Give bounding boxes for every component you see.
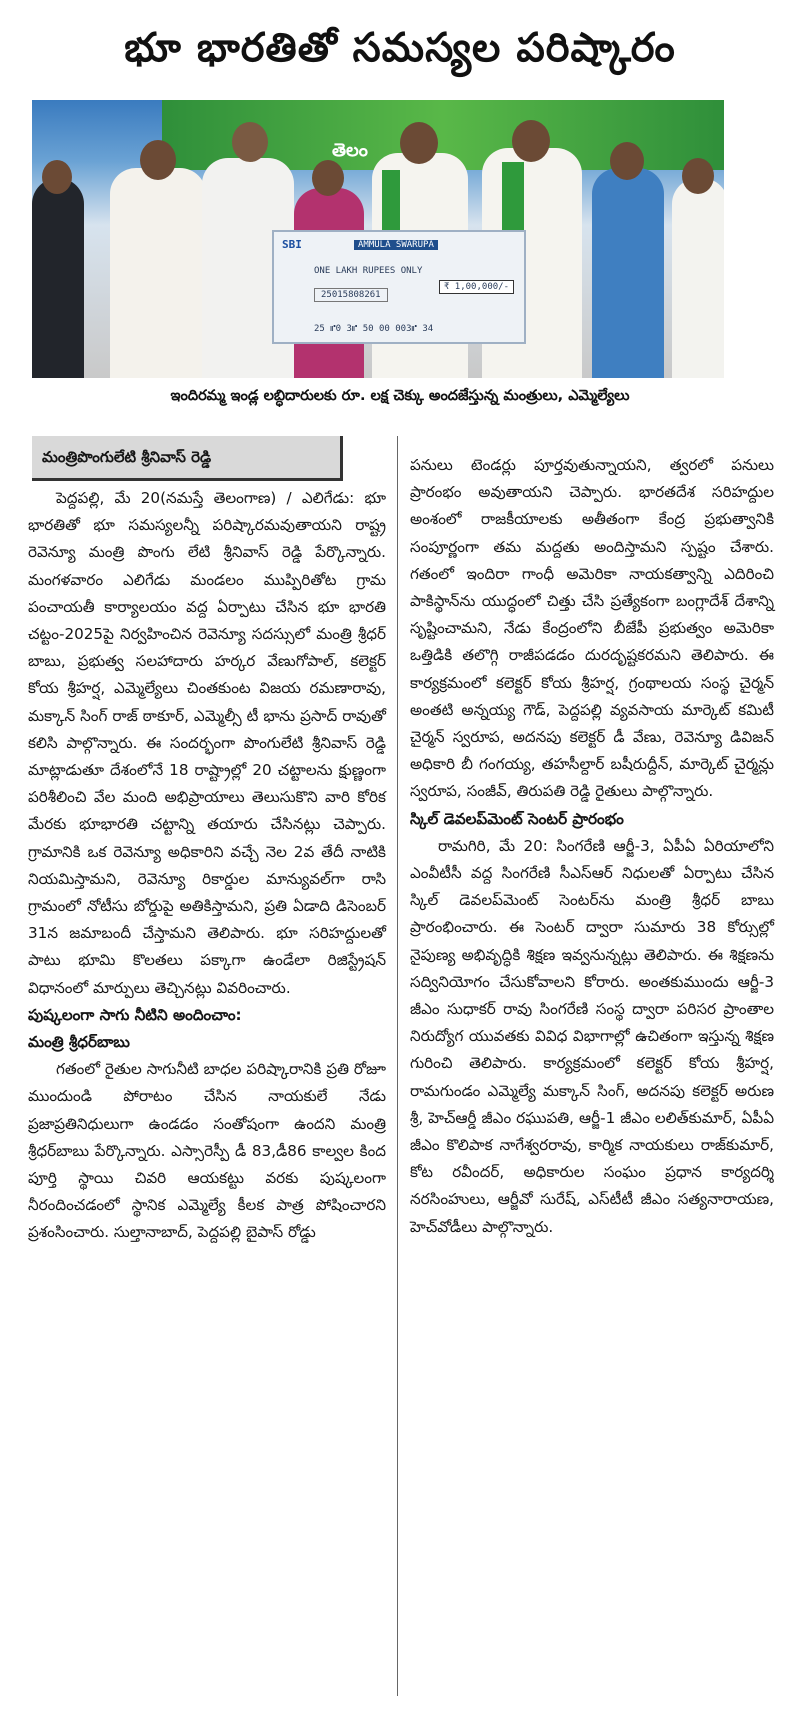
news-photo	[32, 100, 724, 378]
cheque-account: 25015808261	[314, 288, 388, 302]
person-head	[140, 140, 176, 180]
bank-logo: SBI	[282, 238, 302, 251]
person-head	[232, 122, 268, 162]
person-head	[610, 142, 644, 180]
column-divider	[397, 436, 398, 1696]
byline-box: మంత్రిపొంగులేటి శ్రీనివాస్ రెడ్డి	[32, 436, 343, 481]
person-silhouette	[32, 178, 84, 378]
right-column	[410, 452, 774, 1241]
paragraph: రామగిరి, మే 20: సింగరేణి ఆర్జీ-3, ఏపీఏ ఏరియాలోని ఎంవీటీసీ వద్ద సింగరేణి సీఎస్ఆర్ నిధులతో ఏర్పాటు చేసిన స్కిల్ డెవలప్‌మెంట్ సెంటర్‌ను మంత్రి శ్రీధర్ బాబు ప్రారంభించారు. ఈ సెంటర్ ద్వారా సుమారు 38 కోర్సుల్లో నైపుణ్య అభివృద్ధికి శిక్షణ ఇవ్వనున్నట్లు తెలిపారు. ఈ శిక్షణను సద్వినియోగం చేసుకోవాలని కోరారు. అంతకుముందు ఆర్జీ-3 జీఎం సుధాకర్ రావు సింగరేణి సంస్థ ద్వారా పరిసర ప్రాంతాల నిరుద్యోగ యువతకు వివిధ విభాగాల్లో ఉచితంగా ఇస్తున్న శిక్షణ గురించి తెలిపారు. కార్యక్రమంలో కలెక్టర్ కోయ శ్రీహర్ష, రామగుండం ఎమ్మెల్యే మక్కాన్ సింగ్, అదనపు కలెక్టర్ అరుణ శ్రీ, హెచ్ఆర్డీ జీఎం రఘుపతి, ఆర్జీ-1 జీఎం లలిత్‌కుమార్, ఏపీఏ జీఎం కొలిపాక నాగేశ్వరరావు, కార్మిక నాయకులు రాజ్‌కుమార్, కోట రవీందర్, అధికారుల సంఘం ప్రధాన కార్యదర్శి నరసింహులు, ఆర్జీవో సురేష్, ఎస్‌టీటీ జీఎం సత్యనారాయణ, హెచ్‌వోడీలు పాల్గొన్నారు.	[410, 836, 774, 1236]
cheque-amount-words: ONE LAKH RUPEES ONLY	[314, 266, 423, 276]
photo-caption: ఇందిరమ్మ ఇండ్ల లబ్ధిదారులకు రూ. లక్ష చెక్కు అందజేస్తున్న మంత్రులు, ఎమ్మెల్యేలు	[170, 388, 630, 404]
person-head	[312, 160, 344, 196]
left-column	[28, 436, 386, 1247]
cheque-amount: ₹ 1,00,000/-	[439, 280, 514, 294]
cheque-micr: 25 ⑈0 3⑈ 50 00 003⑈ 34	[314, 324, 434, 334]
person-head	[682, 158, 714, 194]
subheading: పుష్కలంగా సాగు నీటిని అందించాం:	[28, 1005, 242, 1024]
ceremonial-cheque	[272, 230, 526, 344]
headline: భూ భారతితో సమస్యల పరిష్కారం	[124, 25, 676, 71]
person-silhouette	[592, 168, 664, 378]
subheading: స్కిల్ డెవలప్‌మెంట్ సెంటర్ ప్రారంభం	[410, 809, 624, 828]
paragraph: పనులు టెండర్లు పూర్తవుతున్నాయని, త్వరలో పనులు ప్రారంభం అవుతాయని చెప్పారు. భారతదేశ సరిహద్దుల అంశంలో రాజకీయాలకు అతీతంగా కేంద్ర ప్రభుత్వానికి సంపూర్ణంగా తమ మద్దతు అందిస్తామని స్పష్టం చేశారు. గతంలో ఇందిరా గాంధీ అమెరికా నాయకత్వాన్ని ఎదిరించి పాకిస్థాన్‌ను యుద్ధంలో చిత్తు చేసి ప్రత్యేకంగా బంగ్లాదేశ్ దేశాన్ని సృష్టించామని, నేడు కేంద్రంలోని బీజేపీ ప్రభుత్వం అమెరికా ఒత్తిడికి తలొగ్గి రాజీపడడం దురదృష్టకరమని తెలిపారు. ఈ కార్యక్రమంలో కలెక్టర్ కోయ శ్రీహర్ష, గ్రంథాలయ సంస్థ చైర్మన్ అంతటి అన్నయ్య గౌడ్, పెద్దపల్లి వ్యవసాయ మార్కెట్ కమిటీ చైర్మన్ స్వరూప, అదనపు కలెక్టర్ డీ వేణు, రెవెన్యూ డివిజన్ అధికారి బీ గంగయ్య, తహసీల్దార్ బషీరుద్దీన్, మార్కెట్ చైర్మన్లు స్వరూప, సంజీవ్, తిరుపతి రెడ్డి రైతులు పాల్గొన్నారు.	[410, 456, 774, 801]
person-head	[42, 160, 72, 194]
person-silhouette	[672, 178, 724, 378]
banner-text: తెలం	[332, 140, 368, 161]
person-silhouette	[110, 168, 206, 378]
paragraph: పెద్దపల్లి, మే 20(నమస్తే తెలంగాణ) / ఎలిగేడు: భూ భారతితో భూ సమస్యలన్నీ పరిష్కారమవుతాయని రాష్ట్ర రెవెన్యూ మంత్రి పొంగు లేటి శ్రీనివాస్ రెడ్డి పేర్కొన్నారు. మంగళవారం ఎలిగేడు మండలం ముప్పిరితోట గ్రామ పంచాయతీ కార్యాలయం వద్ద ఏర్పాటు చేసిన భూ భారతి చట్టం-2025పై నిర్వహించిన రెవెన్యూ సదస్సులో మంత్రి శ్రీధర్ బాబు, ప్రభుత్వ సలహాదారు హర్కర వేణుగోపాల్, కలెక్టర్ కోయ శ్రీహర్ష, ఎమ్మెల్యేలు చింతకుంట విజయ రమణారావు, మక్కాన్ సింగ్ రాజ్ ఠాకూర్, ఎమ్మెల్సీ టీ భాను ప్రసాద్ రావుతో కలిసి పాల్గొన్నారు. ఈ సందర్భంగా పొంగులేటి శ్రీనివాస్ రెడ్డి మాట్లాడుతూ దేశంలోనే 18 రాష్ట్రాల్లో 20 చట్టాలను క్షుణ్ణంగా పరిశీలించి వేల మంది అభిప్రాయాలు తెలుసుకొని వారి కోరిక మేరకు భూభారతి చట్టాన్ని తయారు చేసినట్లు చెప్పారు. గ్రామానికి ఒక రెవెన్యూ అధికారిని వచ్చే నెల 2వ తేదీ నాటికి నియమిస్తామని, రెవెన్యూ రికార్డుల మాన్యువల్‌గా రాసి గ్రామంలో నోటీసు బోర్డుపై అతికిస్తామని, ప్రతి ఏడాది డిసెంబర్ 31న జమాబందీ చేస్తామని తెలిపారు. భూ సరిహద్దులతో పాటు భూమి కొలతలు పక్కాగా ఉండేలా రిజిస్ట్రేషన్ విధానంలో మార్పులు తెచ్చినట్లు వివరించారు.	[28, 489, 386, 997]
paragraph: గతంలో రైతుల సాగునీటి బాధల పరిష్కారానికి ప్రతి రోజూ ముందుండి పోరాటం చేసిన నాయకులే నేడు ప్రజాప్రతినిధులుగా ఉండడం సంతోషంగా ఉందని మంత్రి శ్రీధర్‌బాబు పేర్కొన్నారు. ఎస్సారెస్పీ డీ 83,డీ86 కాల్వల కింద పూర్తి స్థాయి చివరి ఆయకట్టు వరకు పుష్కలంగా నీరందించడంలో స్థానిక ఎమ్మెల్యే కీలక పాత్ర పోషించారని ప్రశంసించారు. సుల్తానాబాద్, పెద్దపల్లి బైపాస్ రోడ్డు	[28, 1060, 386, 1242]
person-head	[512, 120, 550, 162]
cheque-payee: AMMULA SWARUPA	[354, 240, 438, 250]
person-head	[400, 122, 438, 164]
subheading: మంత్రి శ్రీధర్‌బాబు	[28, 1033, 130, 1052]
